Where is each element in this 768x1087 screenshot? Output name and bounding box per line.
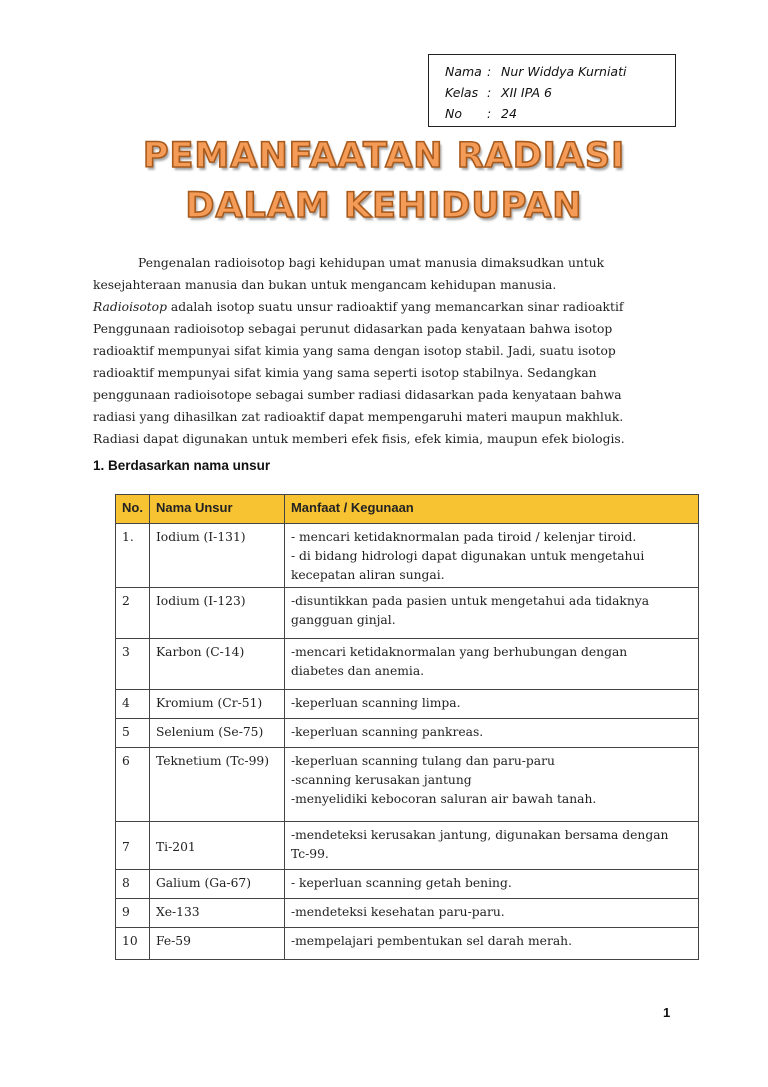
cell-no: 9 (116, 899, 150, 928)
cell-uses (284, 822, 698, 870)
page-title-line2: DALAM KEHIDUPAN (185, 186, 583, 226)
class-separator: : (487, 85, 492, 100)
cell-no: 5 (116, 719, 150, 748)
table-row (116, 719, 699, 748)
table-body (116, 524, 699, 960)
header-uses: Manfaat / Kegunaan (284, 495, 698, 524)
table-row (116, 588, 699, 639)
cell-element-name: Galium (Ga-67) (149, 870, 284, 899)
use-line: -keperluan scanning tulang dan paru-paru (290, 754, 555, 768)
use-line: -disuntikkan pada pasien untuk mengetahui ada tidaknya (290, 594, 650, 608)
table-row (116, 748, 699, 822)
table-row (116, 928, 699, 960)
cell-uses (284, 899, 698, 928)
table-row (116, 639, 699, 690)
class-label: Kelas (445, 85, 479, 100)
isotope-table (115, 494, 699, 960)
cell-element-name: Iodium (I-131) (149, 524, 284, 588)
table-header-row (116, 495, 699, 524)
student-name-row (445, 61, 675, 82)
student-info-box (428, 54, 676, 127)
table-row (116, 524, 699, 588)
page-number: 1 (663, 1005, 671, 1020)
cell-element-name: Iodium (I-123) (149, 588, 284, 639)
use-line: -keperluan scanning limpa. (290, 696, 461, 710)
cell-element-name: Xe-133 (149, 899, 284, 928)
intro-line: radiasi yang dihasilkan zat radioaktif dapat mempengaruhi materi maupun makhluk. (93, 410, 624, 424)
cell-uses (284, 748, 698, 822)
cell-no: 6 (116, 748, 150, 822)
use-line: -mendeteksi kerusakan jantung, digunakan bersama dengan (290, 828, 669, 842)
intro-line (93, 296, 693, 318)
name-value: Nur Widdya Kurniati (501, 64, 627, 79)
use-line: - di bidang hidrologi dapat digunakan untuk mengetahui (290, 549, 645, 563)
cell-uses (284, 928, 698, 960)
number-value: 24 (501, 106, 517, 121)
table-row (116, 870, 699, 899)
section-heading: 1. Berdasarkan nama unsur (93, 458, 271, 473)
cell-no: 2 (116, 588, 150, 639)
intro-line: kesejahteraan manusia dan bukan untuk mengancam kehidupan manusia. (93, 278, 557, 292)
cell-uses (284, 639, 698, 690)
table-row (116, 690, 699, 719)
use-line: -mencari ketidaknormalan yang berhubungan dengan (290, 645, 628, 659)
cell-uses (284, 588, 698, 639)
intro-line: radioaktif mempunyai sifat kimia yang sama seperti isotop stabilnya. Sedangkan (93, 366, 597, 380)
number-label: No (445, 106, 462, 121)
table-row (116, 899, 699, 928)
use-line: - mencari ketidaknormalan pada tiroid / kelenjar tiroid. (290, 530, 637, 544)
cell-element-name: Selenium (Se-75) (149, 719, 284, 748)
student-number-row (445, 103, 675, 124)
use-line: -keperluan scanning pankreas. (290, 725, 484, 739)
intro-line: Penggunaan radioisotop sebagai perunut didasarkan pada kenyataan bahwa isotop (93, 322, 613, 336)
intro-paragraph (93, 252, 693, 450)
student-class-row (445, 82, 675, 103)
cell-no: 10 (116, 928, 150, 960)
use-line: -mempelajari pembentukan sel darah merah. (290, 934, 572, 948)
cell-no: 8 (116, 870, 150, 899)
use-line: kecepatan aliran sungai. (290, 568, 445, 582)
number-separator: : (487, 106, 492, 121)
intro-line: radioaktif mempunyai sifat kimia yang sama dengan isotop stabil. Jadi, suatu isotop (93, 344, 616, 358)
header-no: No. (116, 495, 150, 524)
cell-uses (284, 524, 698, 588)
page-title-line1: PEMANFAATAN RADIASI (142, 136, 626, 176)
use-line: -menyelidiki kebocoran saluran air bawah tanah. (290, 792, 597, 806)
cell-uses (284, 719, 698, 748)
cell-no: 4 (116, 690, 150, 719)
intro-line: Radiasi dapat digunakan untuk memberi efek fisis, efek kimia, maupun efek biologis. (93, 432, 625, 446)
use-line: - keperluan scanning getah bening. (290, 876, 512, 890)
cell-no: 1. (116, 524, 150, 588)
intro-italic-term: Radioisotop (93, 300, 167, 314)
cell-element-name: Fe-59 (149, 928, 284, 960)
cell-no: 3 (116, 639, 150, 690)
cell-element-name: Kromium (Cr-51) (149, 690, 284, 719)
use-line: Tc-99. (290, 847, 329, 861)
cell-uses (284, 690, 698, 719)
intro-line-rest: adalah isotop suatu unsur radioaktif yang memancarkan sinar radioaktif (166, 300, 624, 314)
table-row (116, 822, 699, 870)
class-value: XII IPA 6 (501, 85, 552, 100)
cell-element-name: Teknetium (Tc-99) (149, 748, 284, 822)
cell-element-name: Karbon (C-14) (149, 639, 284, 690)
header-name: Nama Unsur (149, 495, 284, 524)
intro-line: penggunaan radioisotope sebagai sumber radiasi didasarkan pada kenyataan bahwa (93, 388, 622, 402)
use-line: -scanning kerusakan jantung (290, 773, 472, 787)
name-label: Nama (445, 64, 482, 79)
name-separator: : (487, 64, 492, 79)
cell-no: 7 (116, 822, 150, 870)
intro-line: Pengenalan radioisotop bagi kehidupan umat manusia dimaksudkan untuk (138, 256, 605, 270)
use-line: diabetes dan anemia. (290, 664, 425, 678)
use-line: gangguan ginjal. (290, 613, 396, 627)
cell-element-name: Ti-201 (149, 822, 284, 870)
use-line: -mendeteksi kesehatan paru-paru. (290, 905, 505, 919)
cell-uses (284, 870, 698, 899)
